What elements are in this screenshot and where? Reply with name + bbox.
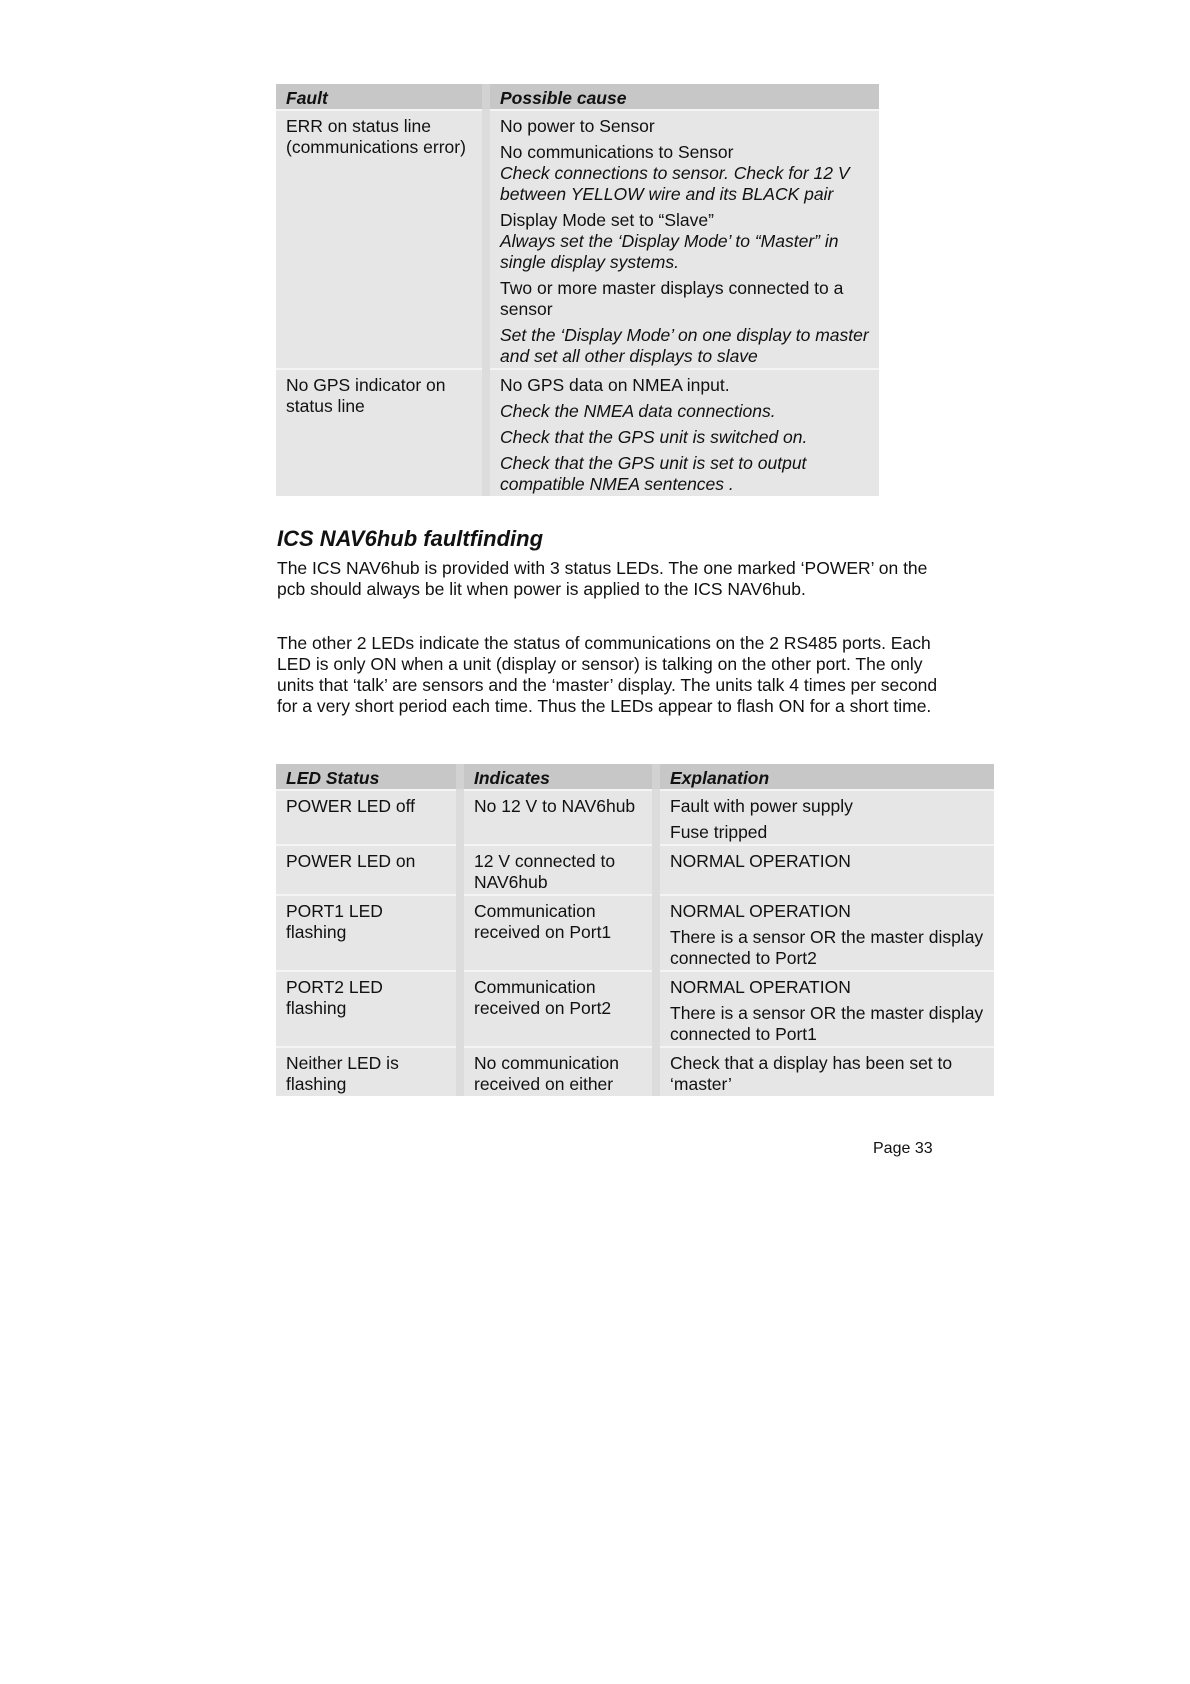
led-status-cell: POWER LED on	[276, 844, 456, 894]
table-row	[276, 789, 994, 844]
cause-hint: Set the ‘Display Mode’ on one display to master and set all other displays to slave	[500, 325, 869, 366]
cause-cell	[490, 368, 879, 496]
led-status-cell: POWER LED off	[276, 789, 456, 844]
cause-line: No communications to Sensor	[500, 142, 734, 162]
explanation-line: Fuse tripped	[670, 822, 768, 842]
fault-table	[276, 84, 879, 496]
explanation-line: Fault with power supply	[670, 796, 853, 816]
indicates-cell: 12 V connected to NAV6hub	[464, 844, 652, 894]
indicates-cell: Communication received on Port1	[464, 894, 652, 970]
explanation-cell	[660, 1046, 994, 1096]
fault-table-header-row	[276, 84, 879, 109]
led-status-cell: PORT2 LED flashing	[276, 970, 456, 1046]
table-row	[276, 894, 994, 970]
cause-line: Two or more master displays connected to a sensor	[500, 278, 844, 319]
explanation-line: There is a sensor OR the master display connected to Port2	[670, 927, 984, 968]
cause-hint: Check connections to sensor. Check for 12 V between YELLOW wire and its BLACK pair	[500, 163, 850, 204]
cause-hint: Check that the GPS unit is switched on.	[500, 427, 808, 447]
led-status-cell: Neither LED is flashing	[276, 1046, 456, 1096]
cause-cell	[490, 109, 879, 368]
cause-hint: Always set the ‘Display Mode’ to “Master” in single display systems.	[500, 231, 839, 272]
explanation-line: Check that a display has been set to ‘master’	[670, 1053, 953, 1094]
paragraph: The other 2 LEDs indicate the status of communications on the 2 RS485 ports. Each LED is only ON when a unit (display or sensor) is talking on the other port. The only units that ‘talk’ are sensors and the ‘master’ display. The units talk 4 times per second for a very short period each time. Thus the LEDs appear to flash ON for a short time.	[277, 633, 938, 716]
cause-hint: Check that the GPS unit is set to output compatible NMEA sentences .	[500, 453, 807, 494]
explanation-cell	[660, 844, 994, 894]
cause-line: Display Mode set to “Slave”	[500, 210, 714, 230]
table-row	[276, 368, 879, 496]
table-row	[276, 844, 994, 894]
table-row	[276, 109, 879, 368]
indicates-cell: Communication received on Port2	[464, 970, 652, 1046]
explanation-line: NORMAL OPERATION	[670, 901, 851, 921]
led-table-header-row	[276, 764, 994, 789]
fault-cell: No GPS indicator on status line	[276, 368, 482, 496]
explanation-line: There is a sensor OR the master display connected to Port1	[670, 1003, 984, 1044]
indicates-cell: No 12 V to NAV6hub	[464, 789, 652, 844]
section-heading: ICS NAV6hub faultfinding	[277, 526, 544, 551]
explanation-column-header: Explanation	[660, 764, 994, 789]
indicates-column-header: Indicates	[464, 764, 652, 789]
fault-cell: ERR on status line (communications error)	[276, 109, 482, 368]
led-status-table	[276, 764, 994, 1096]
cause-line: No GPS data on NMEA input.	[500, 375, 730, 395]
explanation-cell	[660, 970, 994, 1046]
cause-line: No power to Sensor	[500, 116, 655, 136]
fault-column-header: Fault	[276, 84, 482, 109]
led-status-column-header: LED Status	[276, 764, 456, 789]
cause-hint: Check the NMEA data connections.	[500, 401, 776, 421]
explanation-line: NORMAL OPERATION	[670, 851, 851, 871]
explanation-cell	[660, 894, 994, 970]
explanation-cell	[660, 789, 994, 844]
led-status-cell: PORT1 LED flashing	[276, 894, 456, 970]
possible-cause-column-header: Possible cause	[490, 84, 879, 109]
table-row	[276, 1046, 994, 1096]
page-number: Page 33	[873, 1140, 933, 1157]
paragraph: The ICS NAV6hub is provided with 3 status LEDs. The one marked ‘POWER’ on the pcb should always be lit when power is applied to the ICS NAV6hub.	[277, 558, 928, 599]
table-row	[276, 970, 994, 1046]
explanation-line: NORMAL OPERATION	[670, 977, 851, 997]
indicates-cell: No communication received on either	[464, 1046, 652, 1096]
